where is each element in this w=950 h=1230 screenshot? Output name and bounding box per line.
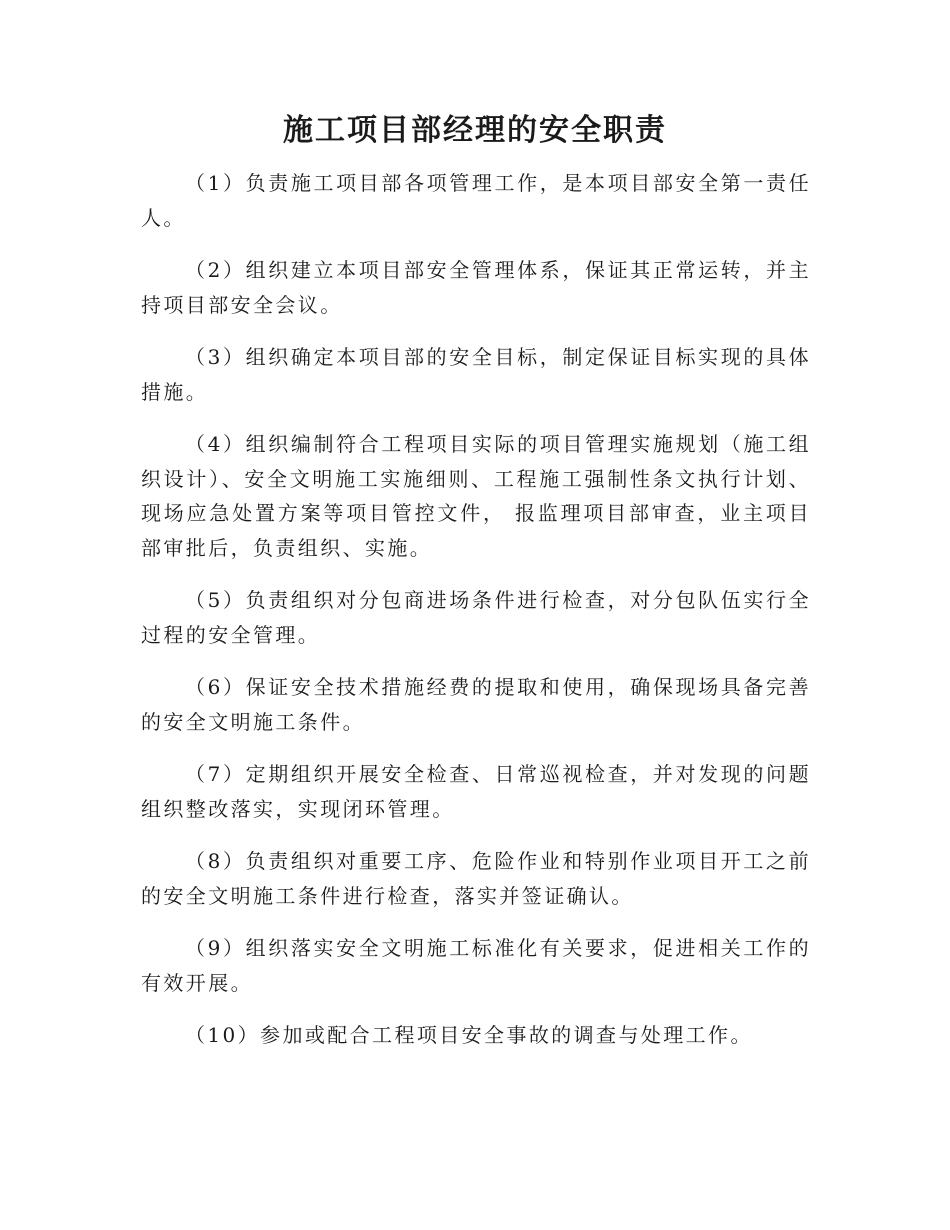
list-item: （6）保证安全技术措施经费的提取和使用，确保现场具备完善的安全文明施工条件。 [141,675,811,734]
list-item: （9）组织落实安全文明施工标准化有关要求，促进相关工作的有效开展。 [141,936,811,995]
list-item: （5）负责组织对分包商进场条件进行检查，对分包队伍实行全过程的安全管理。 [141,588,811,647]
list-item: （4）组织编制符合工程项目实际的项目管理实施规划（施工组织设计）、安全文明施工实施细则、工程施工强制性条文执行计划、现场应急处置方案等项目管控文件， 报监理项目部审查，业主项目部审批后，负责组织、实施。 [141,432,811,560]
document-title: 施工项目部经理的安全职责 [283,113,667,148]
list-item: （8）负责组织对重要工序、危险作业和特别作业项目开工之前的安全文明施工条件进行检查，落实并签证确认。 [141,849,811,908]
list-item: （1）负责施工项目部各项管理工作，是本项目部安全第一责任人。 [141,171,811,230]
list-item: （7）定期组织开展安全检查、日常巡视检查，并对发现的问题组织整改落实，实现闭环管理。 [141,762,811,821]
list-item: （3）组织确定本项目部的安全目标，制定保证目标实现的具体措施。 [141,345,811,404]
list-item: （10）参加或配合工程项目安全事故的调查与处理工作。 [185,1023,753,1047]
responsibility-list [141,166,811,1053]
list-item: （2）组织建立本项目部安全管理体系，保证其正常运转，并主持项目部安全会议。 [141,258,811,317]
